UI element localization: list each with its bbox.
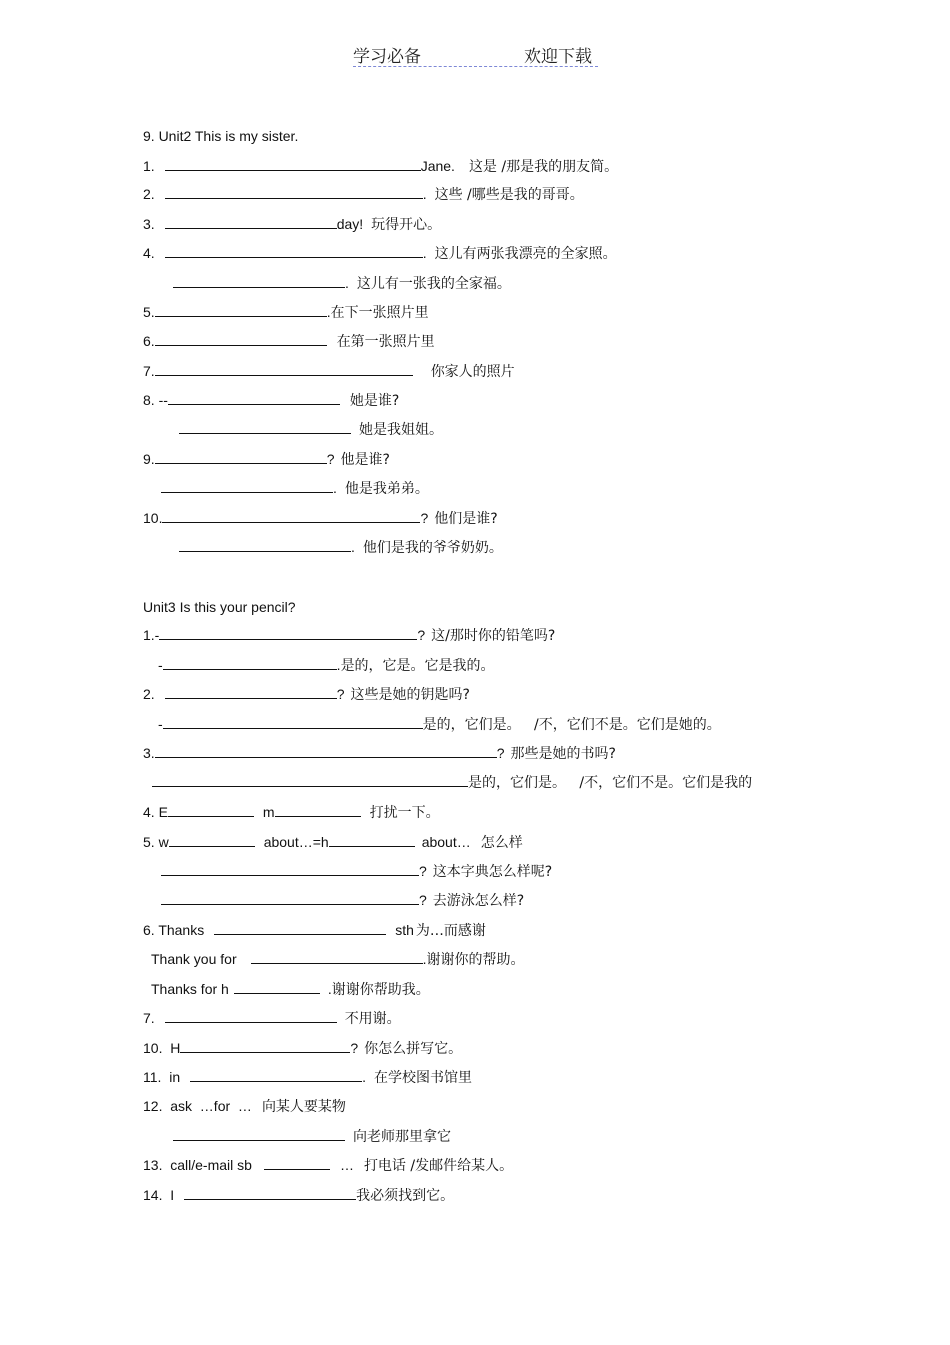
page-header	[353, 40, 598, 67]
blank-field[interactable]	[155, 448, 327, 464]
blank-field[interactable]	[161, 889, 419, 905]
blank-field[interactable]	[155, 301, 327, 317]
list-item: ? 去游泳怎么样?	[161, 889, 524, 911]
list-item: 12. ask …for … 向某人要某物	[143, 1098, 346, 1115]
list-item: 6. Thanks sth 为…而感谢	[143, 919, 486, 941]
blank-field[interactable]	[168, 801, 254, 817]
list-item: 6. 在第一张照片里	[143, 330, 435, 352]
list-item: 4. E m 打扰一下。	[143, 801, 440, 823]
blank-field[interactable]	[180, 1037, 350, 1053]
list-item: 5. w about…=h about… 怎么样	[143, 831, 523, 853]
unit2-title: 9. Unit2 This is my sister.	[143, 128, 299, 144]
list-item: . 他是我弟弟。	[161, 477, 429, 499]
list-item: - .是的，它是。它是我的。	[158, 654, 495, 676]
blank-field[interactable]	[165, 242, 423, 258]
blank-field[interactable]	[173, 272, 345, 288]
list-item: 7. 你家人的照片	[143, 360, 515, 382]
list-item: 2. ? 这些是她的钥匙吗?	[143, 683, 470, 705]
blank-field[interactable]	[179, 536, 351, 552]
header-left: 学习必备	[353, 47, 421, 67]
list-item: 13. call/e-mail sb … 打电话 /发邮件给某人。	[143, 1154, 513, 1176]
list-item: Thanks for h .谢谢你帮助我。	[151, 978, 430, 1000]
blank-field[interactable]	[214, 919, 386, 935]
blank-field[interactable]	[184, 1184, 356, 1200]
blank-field[interactable]	[165, 213, 337, 229]
blank-field[interactable]	[159, 624, 417, 640]
list-item: 5. .在下一张照片里	[143, 301, 429, 323]
blank-field[interactable]	[173, 1125, 345, 1141]
list-item: ? 这本字典怎么样呢?	[161, 860, 552, 882]
header-right: 欢迎下载	[524, 47, 592, 67]
list-item: 她是我姐姐。	[179, 418, 443, 440]
list-item: 10. H ? 你怎么拼写它。	[143, 1037, 462, 1059]
blank-field[interactable]	[165, 683, 337, 699]
list-item: Thank you for .谢谢你的帮助。	[151, 948, 525, 970]
list-item: 是的，它们是。 /不，它们不是。它们是我的	[152, 771, 752, 793]
list-item: 10. ? 他们是谁?	[143, 507, 498, 529]
list-item: 2. . 这些 /哪些是我的哥哥。	[143, 183, 584, 205]
list-item: - 是的，它们是。 /不，它们不是。它们是她的。	[158, 713, 721, 735]
list-item: 1. Jane. 这是 /那是我的朋友简。	[143, 155, 618, 177]
list-item: 7. 不用谢。	[143, 1007, 401, 1029]
blank-field[interactable]	[155, 742, 497, 758]
blank-field[interactable]	[161, 860, 419, 876]
list-item: 14. I 我必须找到它。	[143, 1184, 454, 1206]
blank-field[interactable]	[179, 418, 351, 434]
list-item: 8. -- 她是谁?	[143, 389, 399, 411]
blank-field[interactable]	[168, 389, 340, 405]
list-item: 11. in . 在学校图书馆里	[143, 1066, 472, 1088]
list-item: 9. ? 他是谁?	[143, 448, 390, 470]
list-item: 3. ? 那些是她的书吗?	[143, 742, 616, 764]
blank-field[interactable]	[264, 1154, 330, 1170]
list-item: 3. day! 玩得开心。	[143, 213, 441, 235]
blank-field[interactable]	[234, 978, 320, 994]
list-item: 1.- ? 这/那时你的铅笔吗?	[143, 624, 555, 646]
blank-field[interactable]	[161, 477, 333, 493]
blank-field[interactable]	[251, 948, 423, 964]
blank-field[interactable]	[155, 360, 413, 376]
list-item: . 他们是我的爷爷奶奶。	[179, 536, 503, 558]
blank-field[interactable]	[169, 831, 255, 847]
blank-field[interactable]	[155, 330, 327, 346]
list-item: 4. . 这儿有两张我漂亮的全家照。	[143, 242, 617, 264]
blank-field[interactable]	[162, 507, 420, 523]
blank-field[interactable]	[165, 183, 423, 199]
unit3-title: Unit3 Is this your pencil?	[143, 599, 296, 615]
blank-field[interactable]	[275, 801, 361, 817]
blank-field[interactable]	[165, 155, 421, 171]
blank-field[interactable]	[165, 1007, 337, 1023]
blank-field[interactable]	[329, 831, 415, 847]
blank-field[interactable]	[163, 713, 423, 729]
blank-field[interactable]	[190, 1066, 362, 1082]
list-item: 向老师那里拿它	[173, 1125, 451, 1147]
blank-field[interactable]	[163, 654, 337, 670]
blank-field[interactable]	[152, 771, 468, 787]
list-item: . 这儿有一张我的全家福。	[173, 272, 511, 294]
